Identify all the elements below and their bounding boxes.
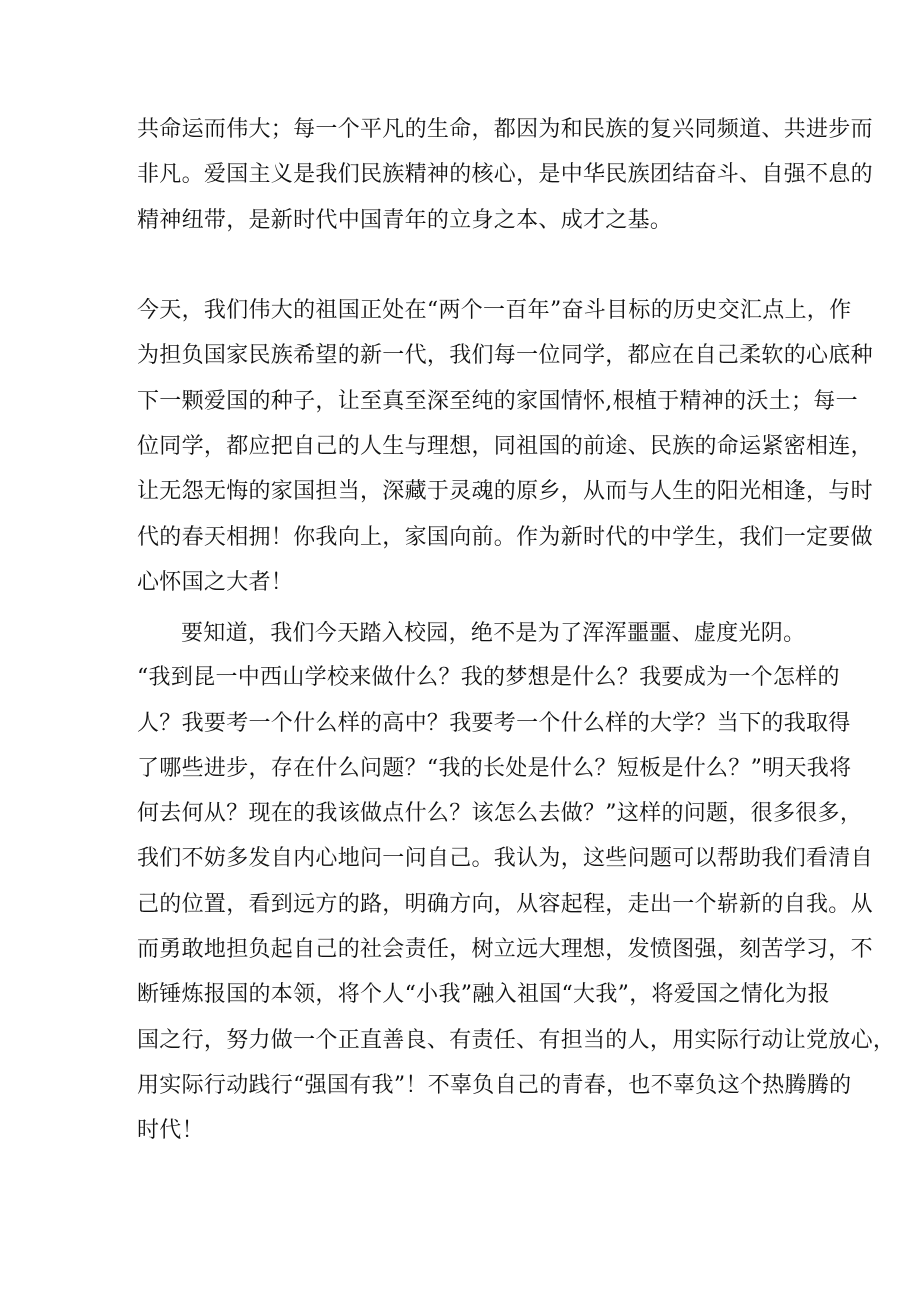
paragraph-line: 国之行，努力做一个正直善良、有责任、有担当的人，用实际行动让党放心， [137, 1028, 896, 1053]
paragraph-line: 下一颗爱国的种子，让至真至深至纯的家国情怀,根植于精神的沃土；每一 [137, 389, 858, 414]
paragraph-line: 代的春天相拥！你我向上，家国向前。作为新时代的中学生，我们一定要做 [137, 525, 873, 550]
paragraph-line: 共命运而伟大；每一个平凡的生命，都因为和民族的复兴同频道、共进步而 [137, 117, 873, 142]
paragraph-line: 非凡。爱国主义是我们民族精神的核心，是中华民族团结奋斗、自强不息的 [137, 162, 873, 187]
paragraph-line: 人？我要考一个什么样的高中？我要考一个什么样的大学？当下的我取得 [137, 711, 851, 736]
paragraph-line: 断锤炼报国的本领，将个人“小我”融入祖国“大我”，将爱国之情化为报 [137, 982, 830, 1007]
paragraph-line: 而勇敢地担负起自己的社会责任，树立远大理想，发愤图强，刻苦学习，不 [137, 937, 873, 962]
paragraph-line: 今天，我们伟大的祖国正处在“两个一百年”奋斗目标的历史交汇点上，作 [137, 298, 852, 323]
paragraph-line: 精神纽带，是新时代中国青年的立身之本、成才之基。 [137, 208, 673, 233]
paragraph-line: 心怀国之大者！ [137, 570, 294, 595]
paragraph-line: 要知道，我们今天踏入校园，绝不是为了浑浑噩噩、虚度光阴。 [181, 621, 806, 646]
paragraph-line: 何去何从？现在的我该做点什么？该怎么去做？”这样的问题，很多很多， [137, 801, 863, 826]
paragraph-line: “我到昆一中西山学校来做什么？我的梦想是什么？我要成为一个怎样的 [137, 665, 840, 690]
paragraph-line: 为担负国家民族希望的新一代，我们每一位同学，都应在自己柔软的心底种 [137, 343, 873, 368]
paragraph-line: 用实际行动践行“强国有我”！不辜负自己的青春，也不辜负这个热腾腾的 [137, 1073, 852, 1098]
paragraph-line: 了哪些进步，存在什么问题？“我的长处是什么？短板是什么？”明天我将 [137, 756, 852, 781]
paragraph-line: 时代！ [137, 1118, 204, 1143]
paragraph-line: 己的位置，看到远方的路，明确方向，从容起程，走出一个崭新的自我。从 [137, 892, 873, 917]
paragraph-line: 我们不妨多发自内心地问一问自己。我认为，这些问题可以帮助我们看清自 [137, 846, 873, 871]
paragraph-line: 让无怨无悔的家国担当，深藏于灵魂的原乡，从而与人生的阳光相逢，与时 [137, 479, 873, 504]
paragraph-line: 位同学，都应把自己的人生与理想，同祖国的前途、民族的命运紧密相连， [137, 434, 873, 459]
